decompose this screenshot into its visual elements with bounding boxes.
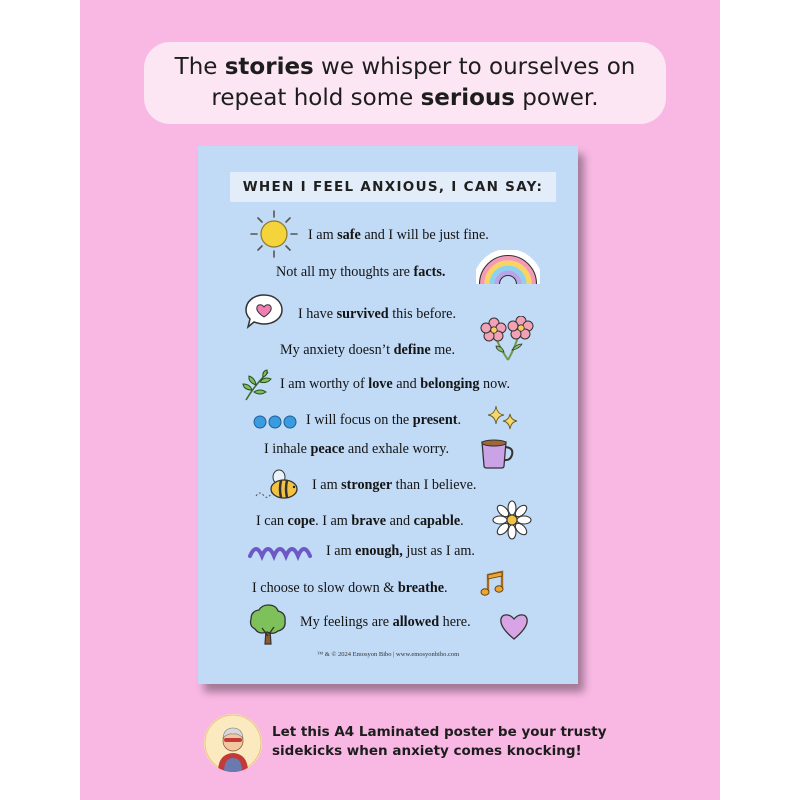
affirmation-4: My anxiety doesn’t define me. [280, 342, 456, 358]
rainbow-icon [476, 250, 540, 286]
heart-speech-bubble-icon [242, 291, 286, 331]
affirmation-poster [198, 146, 578, 684]
poster-footer: ™ & © 2024 Emosyon Bibo | www.emosyonbibo.com [316, 651, 460, 658]
affirmation-8: I am stronger than I believe. [312, 477, 477, 493]
superhero-avatar-icon [204, 714, 262, 772]
headline-box [144, 42, 666, 124]
tree-icon [246, 602, 290, 646]
headline-text: The stories we whisper to ourselves on repeat hold some serious power. [174, 54, 636, 111]
affirmation-2: Not all my thoughts are facts. [276, 264, 446, 280]
affirmation-7: I inhale peace and exhale worry. [264, 441, 450, 457]
leaf-icon [240, 368, 274, 402]
flowers-icon [480, 316, 538, 364]
affirmation-12: My feelings are allowed here. [300, 614, 471, 630]
heart-icon [498, 610, 530, 642]
affirmation-3: I have survived this before. [298, 306, 457, 322]
blue-dots-icon [252, 414, 298, 430]
poster-title: WHEN I FEEL ANXIOUS, I CAN SAY: [230, 172, 556, 202]
emosyon-bibo-logo [204, 714, 262, 772]
affirmation-11: I choose to slow down & breathe. [252, 580, 448, 596]
affirmation-10: I am enough, just as I am. [326, 543, 475, 559]
sun-icon [248, 208, 300, 260]
sparkles-icon [486, 404, 520, 432]
bottom-caption: Let this A4 Laminated poster be your trusty sidekicks when anxiety comes knocking! [272, 724, 607, 759]
wave-icon [246, 540, 318, 562]
daisy-icon [492, 500, 532, 540]
affirmation-1: I am safe and I will be just fine. [308, 227, 489, 243]
affirmation-9: I can cope. I am brave and capable. [256, 513, 464, 529]
music-note-icon [480, 570, 506, 598]
affirmation-5: I am worthy of love and belonging now. [280, 376, 511, 392]
affirmation-6: I will focus on the present. [306, 412, 461, 428]
bee-icon [254, 468, 300, 502]
mug-icon [478, 436, 518, 470]
